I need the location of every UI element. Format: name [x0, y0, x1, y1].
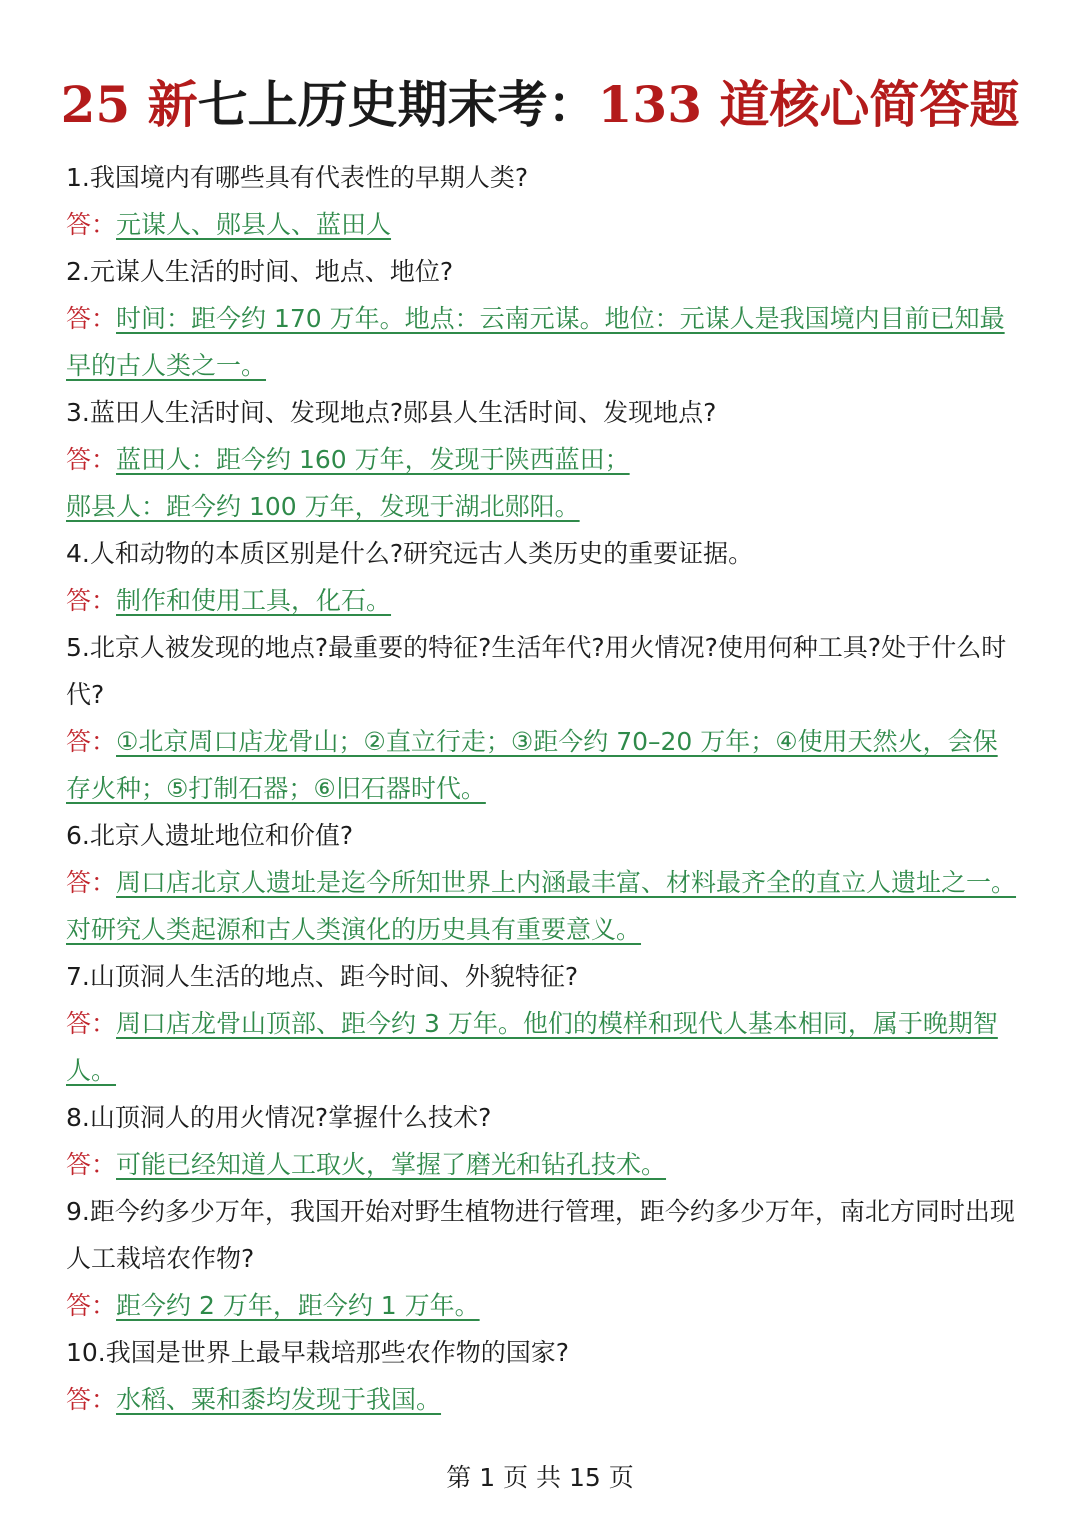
answer-prefix: 答： [66, 304, 117, 333]
question-1: 1.我国境内有哪些具有代表性的早期人类? [66, 163, 529, 192]
question-8: 8.山顶洞人的用火情况?掌握什么技术? [66, 1103, 492, 1132]
question-3: 3.蓝田人生活时间、发现地点?郧县人生活时间、发现地点? [66, 398, 717, 427]
answer-prefix: 答： [66, 1291, 117, 1320]
answer-prefix: 答： [66, 1150, 117, 1179]
question-7: 7.山顶洞人生活的地点、距今时间、外貌特征? [66, 962, 579, 991]
answer-prefix: 答： [66, 586, 117, 615]
answer-1 [66, 201, 1018, 248]
page-footer: 第 1 页 共 15 页 [446, 1463, 634, 1492]
answer-text: 可能已经知道人工取火，掌握了磨光和钻孔技术。 [116, 1150, 667, 1179]
answer-prefix: 答： [66, 1009, 117, 1038]
title-count: 133 道核心简答题 [597, 75, 1020, 134]
answer-text: ①北京周口店龙骨山；②直立行走；③距今约 70–20 万年；④使用天然火，会保存火种；⑤打制石器；⑥旧石器时代。 [66, 727, 998, 803]
question-5: 5.北京人被发现的地点?最重要的特征?生活年代?用火情况?使用何种工具?处于什么时代? [66, 633, 1007, 709]
answer-text: 周口店龙骨山顶部、距今约 3 万年。他们的模样和现代人基本相同，属于晚期智人。 [66, 1009, 998, 1085]
answer-8 [66, 1141, 1018, 1188]
question-9: 9.距今约多少万年，我国开始对野生植物进行管理，距今约多少万年，南北方同时出现人工栽培农作物? [66, 1197, 1015, 1273]
question-10: 10.我国是世界上最早栽培那些农作物的国家? [66, 1338, 570, 1367]
question-4: 4.人和动物的本质区别是什么?研究远古人类历史的重要证据。 [66, 539, 754, 568]
answer-text: 距今约 2 万年，距今约 1 万年。 [116, 1291, 480, 1320]
answer-4 [66, 577, 1018, 624]
answer-9 [66, 1282, 1018, 1329]
qa-list [66, 154, 1018, 1423]
answer-5 [66, 718, 1018, 812]
answer-prefix: 答： [66, 445, 117, 474]
answer-text: 元谋人、郧县人、蓝田人 [116, 210, 392, 239]
answer-prefix: 答： [66, 868, 117, 897]
answer-text-line2: 郧县人：距今约 100 万年，发现于湖北郧阳。 [66, 492, 580, 521]
answer-text: 水稻、粟和黍均发现于我国。 [116, 1385, 442, 1414]
page-title [0, 0, 1080, 134]
title-year: 25 新 [60, 75, 198, 134]
answer-3 [66, 436, 1018, 530]
answer-text: 周口店北京人遗址是迄今所知世界上内涵最丰富、材料最齐全的直立人遗址之一。对研究人类起源和古人类演化的历史具有重要意义。 [66, 868, 1017, 944]
answer-2 [66, 295, 1018, 389]
question-2: 2.元谋人生活的时间、地点、地位? [66, 257, 454, 286]
answer-prefix: 答： [66, 210, 117, 239]
answer-prefix: 答： [66, 727, 117, 756]
answer-7 [66, 1000, 1018, 1094]
answer-text: 蓝田人：距今约 160 万年，发现于陕西蓝田； [116, 445, 630, 474]
answer-6 [66, 859, 1018, 953]
question-6: 6.北京人遗址地位和价值? [66, 821, 354, 850]
answer-text: 制作和使用工具，化石。 [116, 586, 392, 615]
answer-prefix: 答： [66, 1385, 117, 1414]
answer-text: 时间：距今约 170 万年。地点：云南元谋。地位：元谋人是我国境内目前已知最早的古人类之一。 [66, 304, 1005, 380]
title-main: 七上历史期末考： [197, 75, 598, 134]
answer-10 [66, 1376, 1018, 1423]
